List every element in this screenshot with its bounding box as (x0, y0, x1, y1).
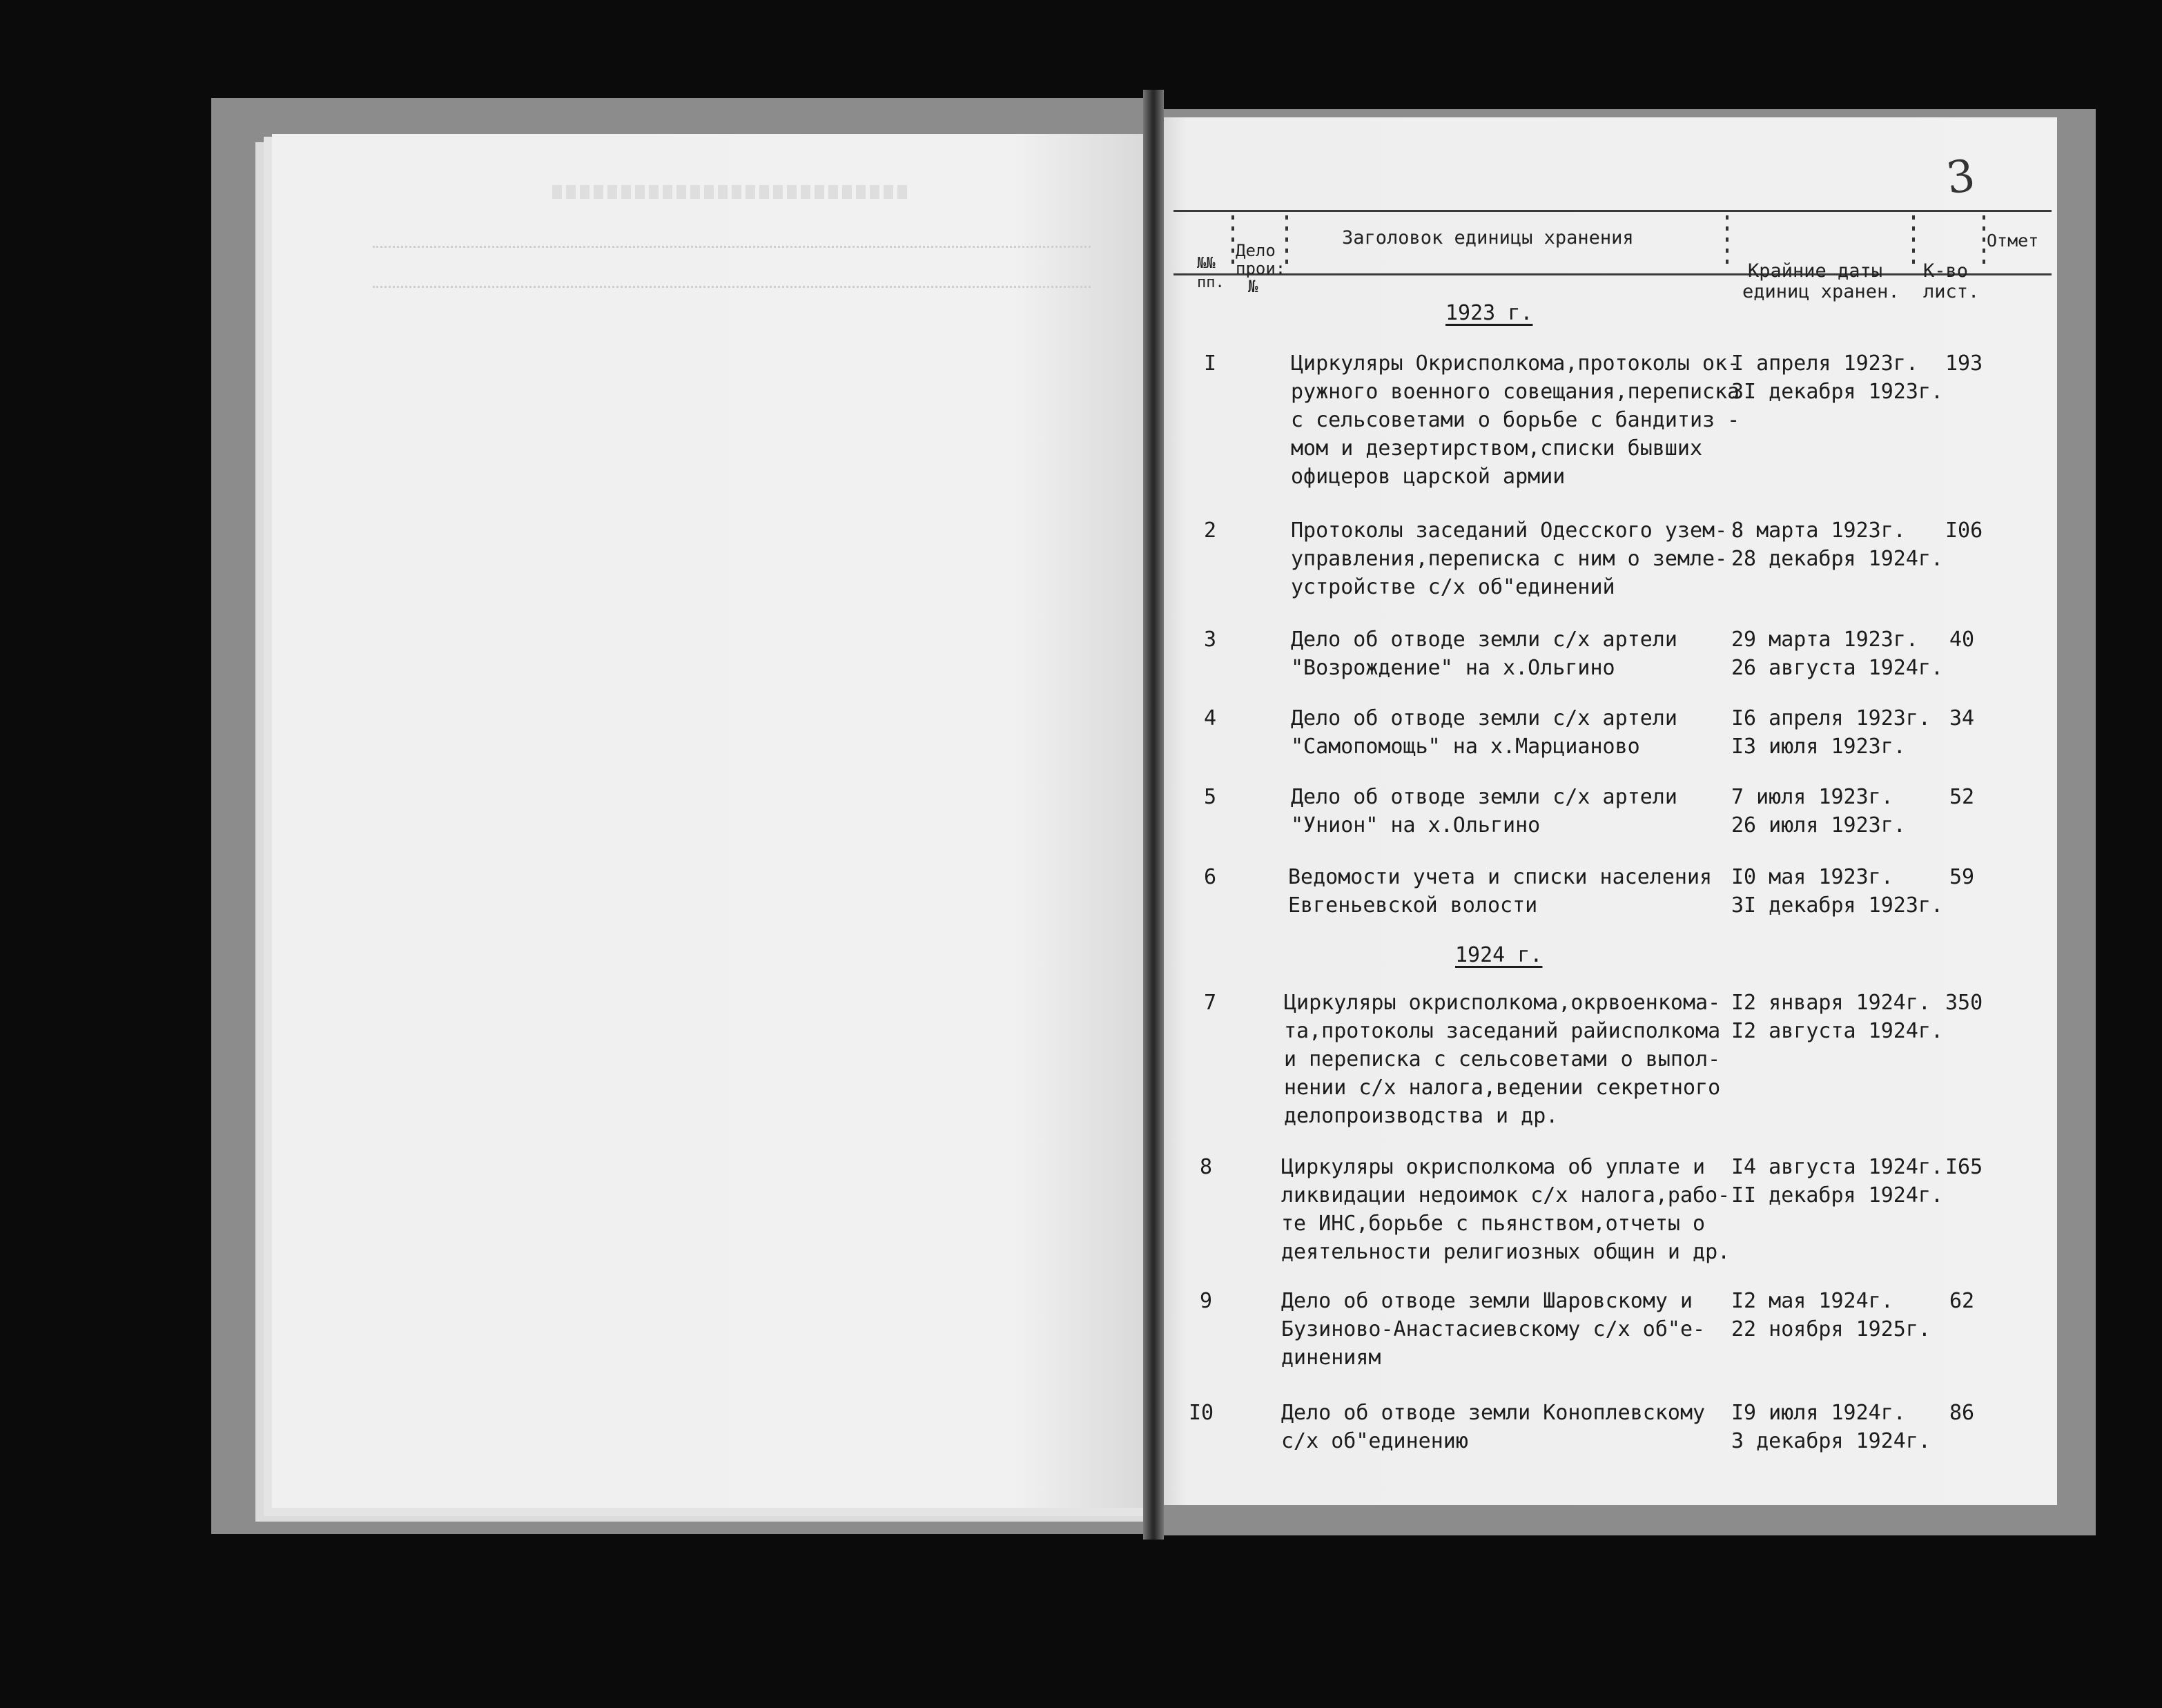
entry-number: I0 (1189, 1401, 1214, 1425)
entry-date-from: 29 марта 1923г. (1731, 628, 1918, 652)
entry-title (1288, 863, 1712, 920)
entry-number: 7 (1204, 991, 1217, 1015)
entry-title-line: Протоколы заседаний Одесского узем- (1291, 518, 1728, 543)
entry-sheet-count: 59 (1949, 865, 1975, 889)
entry-title-line: Дело об отводе земли Шаровскому и (1281, 1289, 1693, 1313)
entry-date-from: I апреля 1923г. (1731, 351, 1918, 376)
year-heading: 1924 г. (1455, 943, 1543, 967)
entry-number: 4 (1204, 706, 1217, 730)
entry-sheet-count: I65 (1945, 1155, 1983, 1179)
entry-number: I (1204, 351, 1217, 376)
entry-title-line: "Унион" на х.Ольгино (1291, 813, 1541, 837)
header-separator (1983, 215, 1985, 269)
entry-title (1281, 1153, 1730, 1266)
entry-title (1281, 1287, 1705, 1372)
entry-date-to: 26 июля 1923г. (1731, 813, 1906, 837)
entry-date-from: 8 марта 1923г. (1731, 518, 1906, 543)
entry-date-from: I9 июля 1924г. (1731, 1401, 1906, 1425)
entry-title-line: Циркуляры Окрисполкома,протоколы ок- (1291, 351, 1740, 376)
header-separator (1726, 215, 1728, 269)
bleed-through-marks (552, 185, 911, 199)
header-col-dates: Крайние даты единиц хранен. (1742, 260, 1900, 302)
entry-title-line: с/х об"единению (1281, 1429, 1468, 1453)
entry-title-line: Дело об отводе земли с/х артели (1291, 706, 1677, 730)
entry-title-line: Ведомости учета и списки населения (1288, 865, 1713, 889)
entry-title (1291, 349, 1740, 491)
entry-date-to: 26 августа 1924г. (1731, 656, 1944, 680)
entry-title-line: с сельсоветами о борьбе с бандитиз - (1291, 408, 1740, 432)
entry-title-line: Евгеньевской волости (1288, 893, 1538, 918)
header-col-number: №№ пп. (1197, 255, 1225, 291)
entry-title-line: та,протоколы заседаний райисполкома (1284, 1019, 1721, 1043)
entry-title-line: Циркуляры окрисполкома об уплате и (1281, 1155, 1706, 1179)
entry-title-line: офицеров царской армии (1291, 465, 1566, 489)
entry-title-line: Дело об отводе земли с/х артели (1291, 785, 1677, 809)
entry-date-from: I2 января 1924г. (1731, 991, 1931, 1015)
header-separator (1285, 215, 1288, 269)
entry-title-line: Дело об отводе земли Коноплевскому (1281, 1401, 1706, 1425)
entry-title-line: управления,переписка с ним о земле- (1291, 547, 1728, 571)
entry-sheet-count: 350 (1945, 991, 1983, 1015)
entry-date-from: 7 июля 1923г. (1731, 785, 1893, 809)
entry-title-line: нении с/х налога,ведении секретного (1284, 1076, 1721, 1100)
entry-title-line: Циркуляры окрисполкома,окрвоенкома- (1284, 991, 1721, 1015)
entry-title-line: "Самопомощь" на х.Марциановo (1291, 735, 1640, 759)
entry-title-line: устройстве с/х об"единений (1291, 575, 1615, 599)
bleed-through-line (373, 286, 1091, 288)
header-col-note: Отмет (1987, 231, 2039, 251)
entry-date-to: I2 августа 1924г. (1731, 1019, 1944, 1043)
entry-title (1291, 704, 1677, 761)
entry-date-to: 3I декабря 1923г. (1731, 380, 1944, 404)
header-separator (1912, 215, 1915, 269)
entry-title-line: ликвидации недоимок с/х налога,рабо- (1281, 1183, 1731, 1207)
header-col-case: Дело прои: № (1236, 241, 1286, 296)
entry-title (1284, 989, 1720, 1130)
entry-number: 6 (1204, 865, 1217, 889)
entry-date-to: II декабря 1924г. (1731, 1183, 1944, 1207)
entry-title-line: "Возрождение" на х.Ольгино (1291, 656, 1615, 680)
header-col-sheets: К-во лист. (1923, 260, 1980, 302)
header-col-title: Заголовок единицы хранения (1342, 227, 1634, 249)
bleed-through-line (373, 246, 1091, 248)
entry-number: 3 (1204, 628, 1217, 652)
entry-sheet-count: 193 (1945, 351, 1983, 376)
left-page-blank (272, 134, 1146, 1508)
entry-sheet-count: 86 (1949, 1401, 1975, 1425)
entry-date-to: I3 июля 1923г. (1731, 735, 1906, 759)
entry-date-to: 28 декабря 1924г. (1731, 547, 1944, 571)
entry-title-line: ружного военного совещания,переписка (1291, 380, 1740, 404)
entry-sheet-count: 52 (1949, 785, 1975, 809)
entry-title-line: динениям (1281, 1346, 1381, 1370)
entry-title-line: Дело об отводе земли с/х артели (1291, 628, 1677, 652)
header-top-rule (1173, 210, 2052, 212)
entry-title-line: мом и дезертирством,списки бывших (1291, 436, 1703, 460)
entry-date-from: I6 апреля 1923г. (1731, 706, 1931, 730)
entry-sheet-count: 62 (1949, 1289, 1975, 1313)
year-heading: 1923 г. (1445, 301, 1533, 325)
entry-number: 5 (1204, 785, 1217, 809)
binding-spine (1143, 90, 1164, 1540)
entry-sheet-count: I06 (1945, 518, 1983, 543)
header-separator (1231, 215, 1234, 269)
entry-number: 2 (1204, 518, 1217, 543)
entry-title-line: деятельности религиозных общин и др. (1281, 1240, 1731, 1264)
entry-date-to: 3 декабря 1924г. (1731, 1429, 1931, 1453)
entry-number: 8 (1200, 1155, 1213, 1179)
entry-sheet-count: 40 (1949, 628, 1975, 652)
entry-title-line: делопроизводства и др. (1284, 1104, 1559, 1128)
header-bottom-rule (1173, 273, 2052, 275)
entry-date-to: 3I декабря 1923г. (1731, 893, 1944, 918)
entry-title-line: и переписка с сельсоветами о выпол- (1284, 1047, 1721, 1071)
entry-title (1281, 1399, 1705, 1455)
entry-title-line: Бузиново-Анастасиевскому с/х об"е- (1281, 1317, 1706, 1341)
entry-title (1291, 516, 1727, 601)
entry-title-line: те ИНС,борьбе с пьянством,отчеты о (1281, 1212, 1706, 1236)
entry-sheet-count: 34 (1949, 706, 1975, 730)
entry-date-from: I2 мая 1924г. (1731, 1289, 1893, 1313)
entry-date-to: 22 ноября 1925г. (1731, 1317, 1931, 1341)
entry-title (1291, 783, 1677, 840)
entry-date-from: I4 августа 1924г. (1731, 1155, 1944, 1179)
page-number-handwritten: 3 (1943, 150, 1978, 205)
entry-title (1291, 625, 1677, 682)
entry-number: 9 (1200, 1289, 1213, 1313)
entry-date-from: I0 мая 1923г. (1731, 865, 1893, 889)
